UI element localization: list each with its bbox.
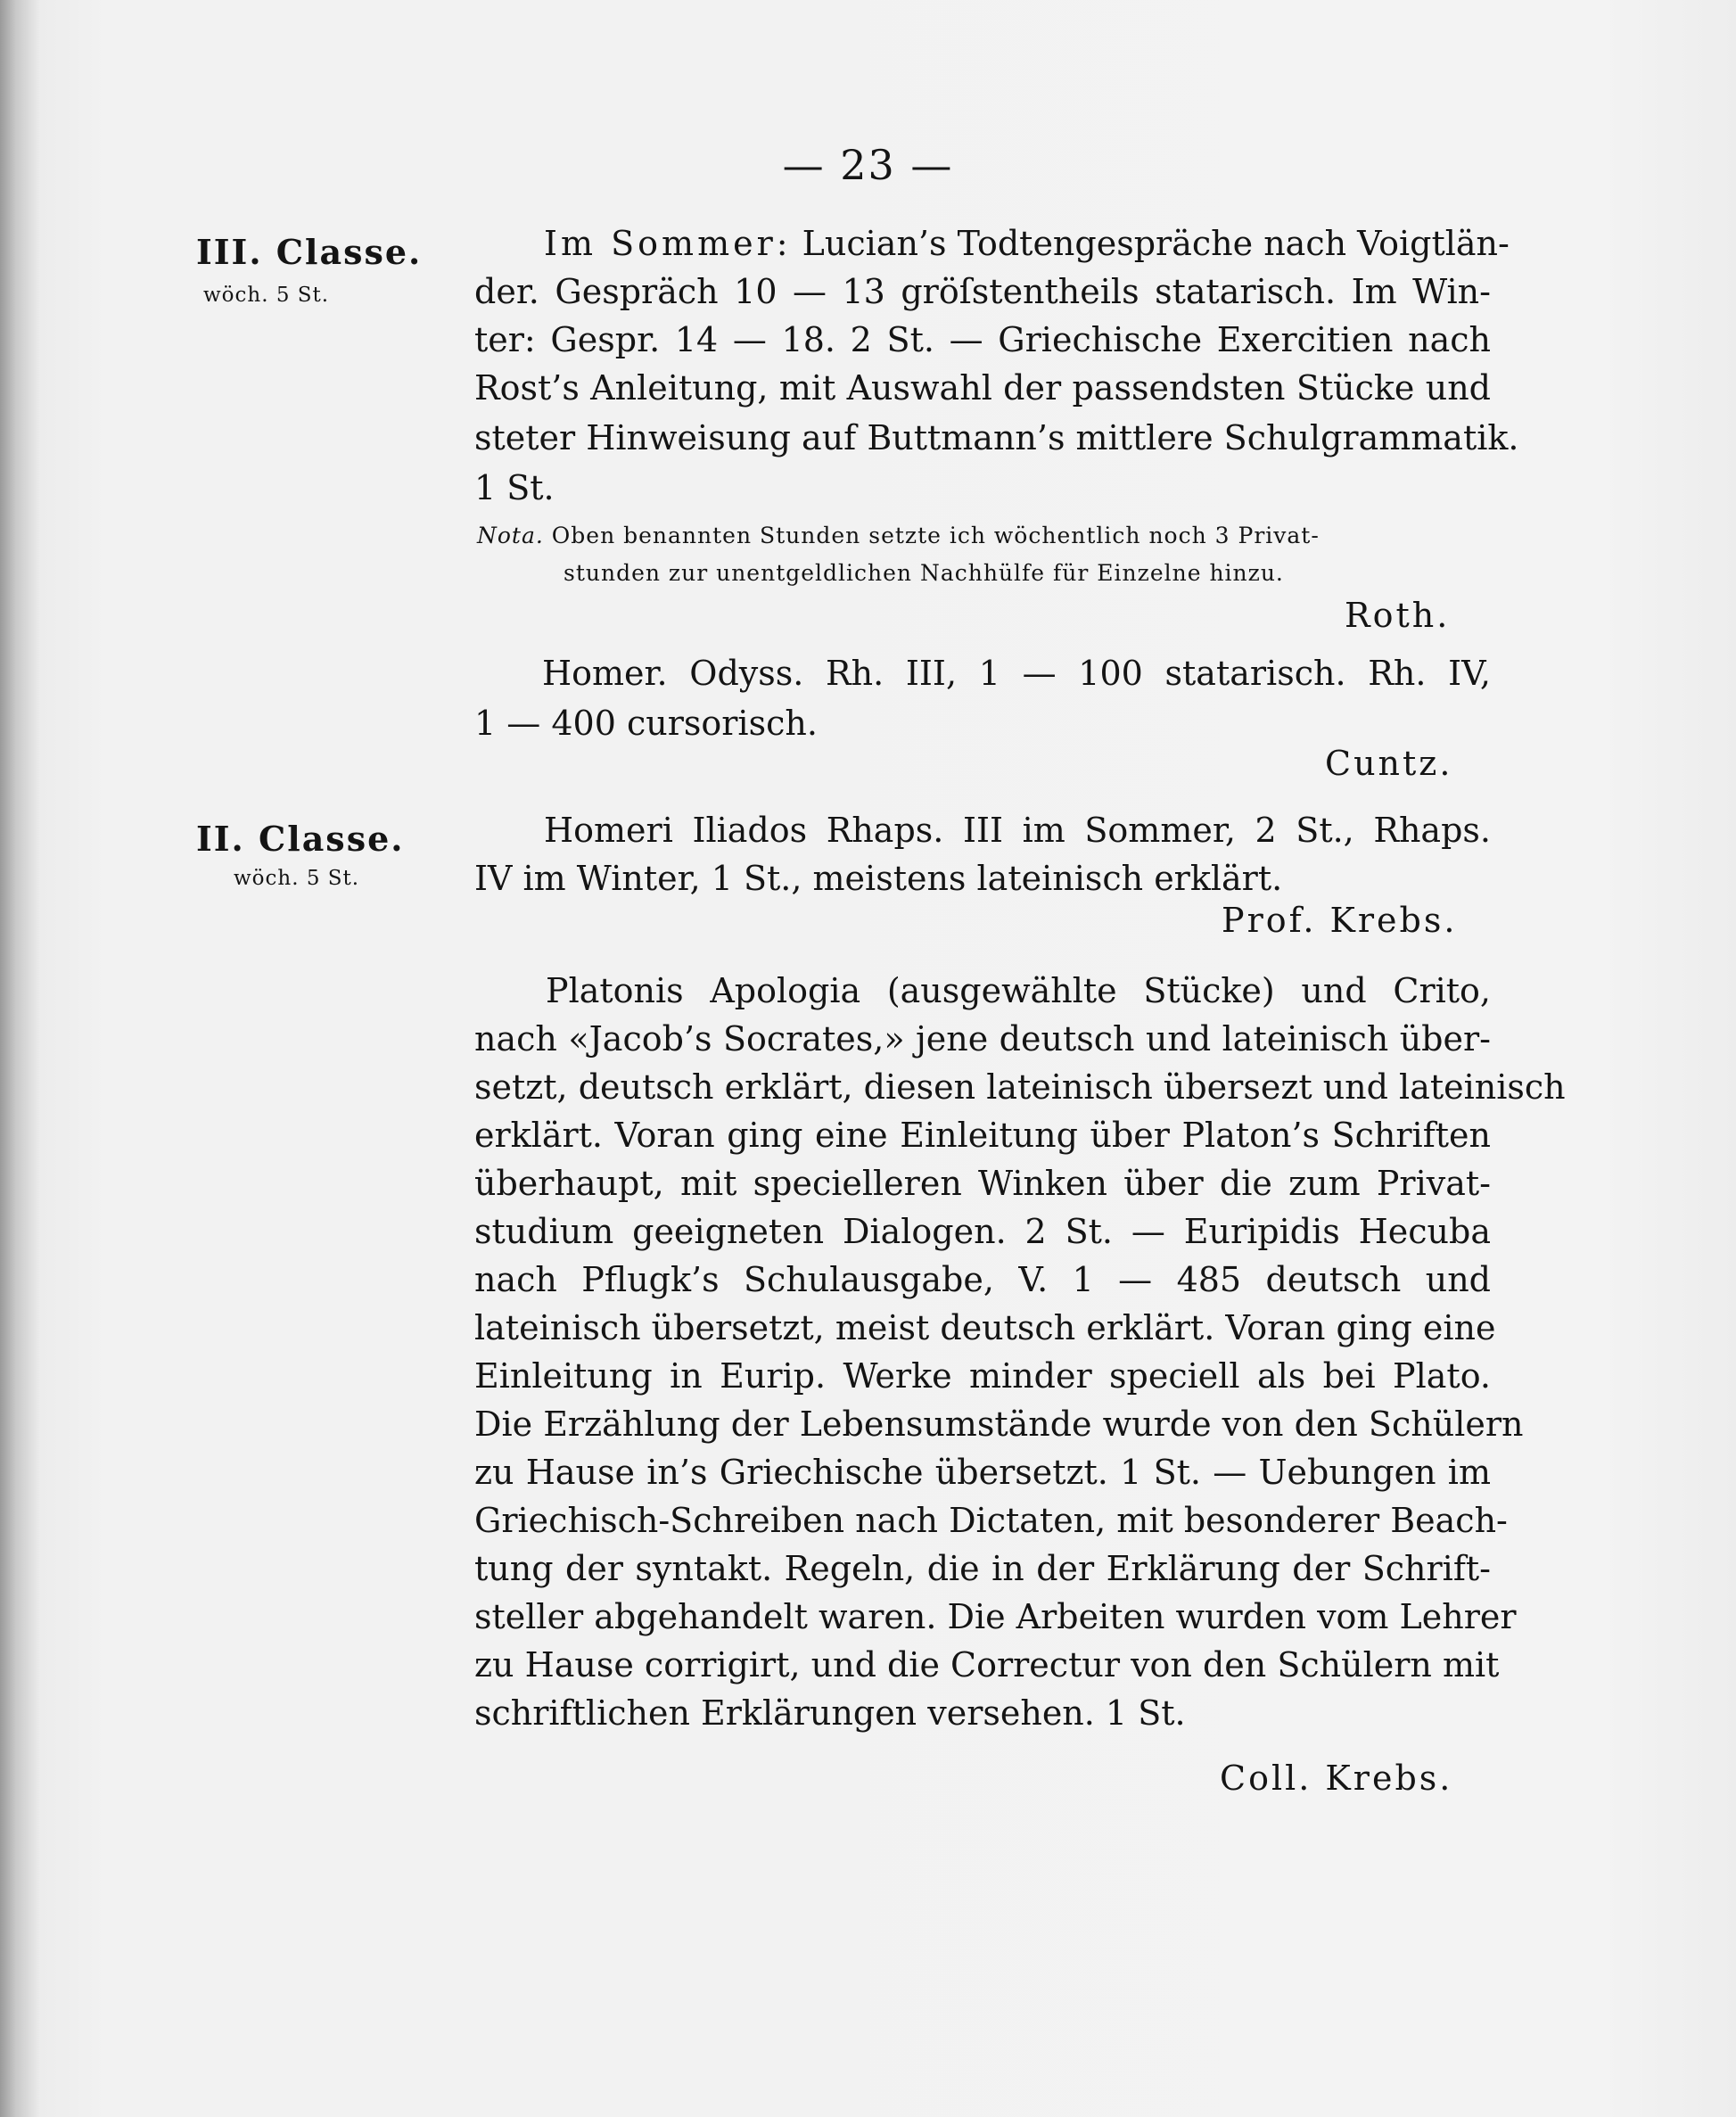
text-line: Im Sommer: Lucian’s Todtengespräche nach Voigtlän- [544,224,1510,263]
text-line: Homer. Odyss. Rh. III, 1 — 100 statarisch. Rh. IV, [542,654,1491,693]
text-line: nach Pflugk’s Schulausgabe, V. 1 — 485 deutsch und [474,1260,1491,1299]
text-line: Rost’s Anleitung, mit Auswahl der passendsten Stücke und [474,368,1491,408]
text-line: 1 — 400 cursorisch. [474,704,818,743]
text-line: 1 St. [474,468,555,507]
text-line: zu Hause in’s Griechische übersetzt. 1 St. — Uebungen im [474,1453,1491,1492]
text-line: Homeri Iliados Rhaps. III im Sommer, 2 St., Rhaps. [544,811,1491,850]
text-line: überhaupt, mit specielleren Winken über die zum Privat- [474,1164,1491,1203]
page-number: — 23 — [782,141,954,189]
text-line: tung der syntakt. Regeln, die in der Erklärung der Schrift- [474,1549,1491,1588]
nota-line: stunden zur unentgeldlichen Nachhülfe für Einzelne hinzu. [564,560,1284,586]
signature-roth: Roth. [1345,596,1451,635]
text-line: schriftlichen Erklärungen versehen. 1 St. [474,1693,1186,1733]
signature-cuntz: Cuntz. [1325,744,1453,783]
season-lead: Im Sommer: [544,224,792,263]
nota-line: Nota. Oben benannten Stunden setzte ich wöchentlich noch 3 Privat- [477,523,1320,548]
signature-prof-krebs: Prof. Krebs. [1222,901,1458,940]
text-line: ter: Gespr. 14 — 18. 2 St. — Griechische Exercitien nach [474,320,1491,359]
text-line: Griechisch-Schreiben nach Dictaten, mit besonderer Beach- [474,1501,1508,1540]
text-line: Platonis Apologia (ausgewählte Stücke) und Crito, [546,971,1491,1010]
text-line: lateinisch übersetzt, meist deutsch erklärt. Voran ging eine [474,1308,1496,1347]
text-line: der. Gespräch 10 — 13 gröſstentheils statarisch. Im Win- [474,272,1491,311]
class-3-label: III. Classe. [196,232,423,272]
signature-coll-krebs: Coll. Krebs. [1220,1759,1453,1798]
class-2-hours: wöch. 5 St. [234,867,360,890]
class-3-hours: wöch. 5 St. [203,284,330,307]
text-line: studium geeigneten Dialogen. 2 St. — Euripidis Hecuba [474,1212,1491,1251]
text-line: Einleitung in Eurip. Werke minder speciell als bei Plato. [474,1356,1491,1396]
text-line: Die Erzählung der Lebensumstände wurde von den Schülern [474,1404,1524,1444]
text-line: nach «Jacob’s Socrates,» jene deutsch und lateinisch über- [474,1019,1491,1058]
text-line: erklärt. Voran ging eine Einleitung über Platon’s Schriften [474,1116,1491,1155]
text-line: setzt, deutsch erklärt, diesen lateinisch übersezt und lateinisch [474,1067,1566,1107]
text-line: IV im Winter, 1 St., meistens lateinisch erklärt. [474,859,1283,898]
text-line: zu Hause corrigirt, und die Correctur von den Schülern mit [474,1645,1500,1685]
text-line: steter Hinweisung auf Buttmann’s mittlere Schulgrammatik. [474,418,1519,457]
nota-label: Nota. [477,523,544,548]
class-2-label: II. Classe. [196,819,405,859]
text-line: steller abgehandelt waren. Die Arbeiten wurden vom Lehrer [474,1597,1517,1636]
